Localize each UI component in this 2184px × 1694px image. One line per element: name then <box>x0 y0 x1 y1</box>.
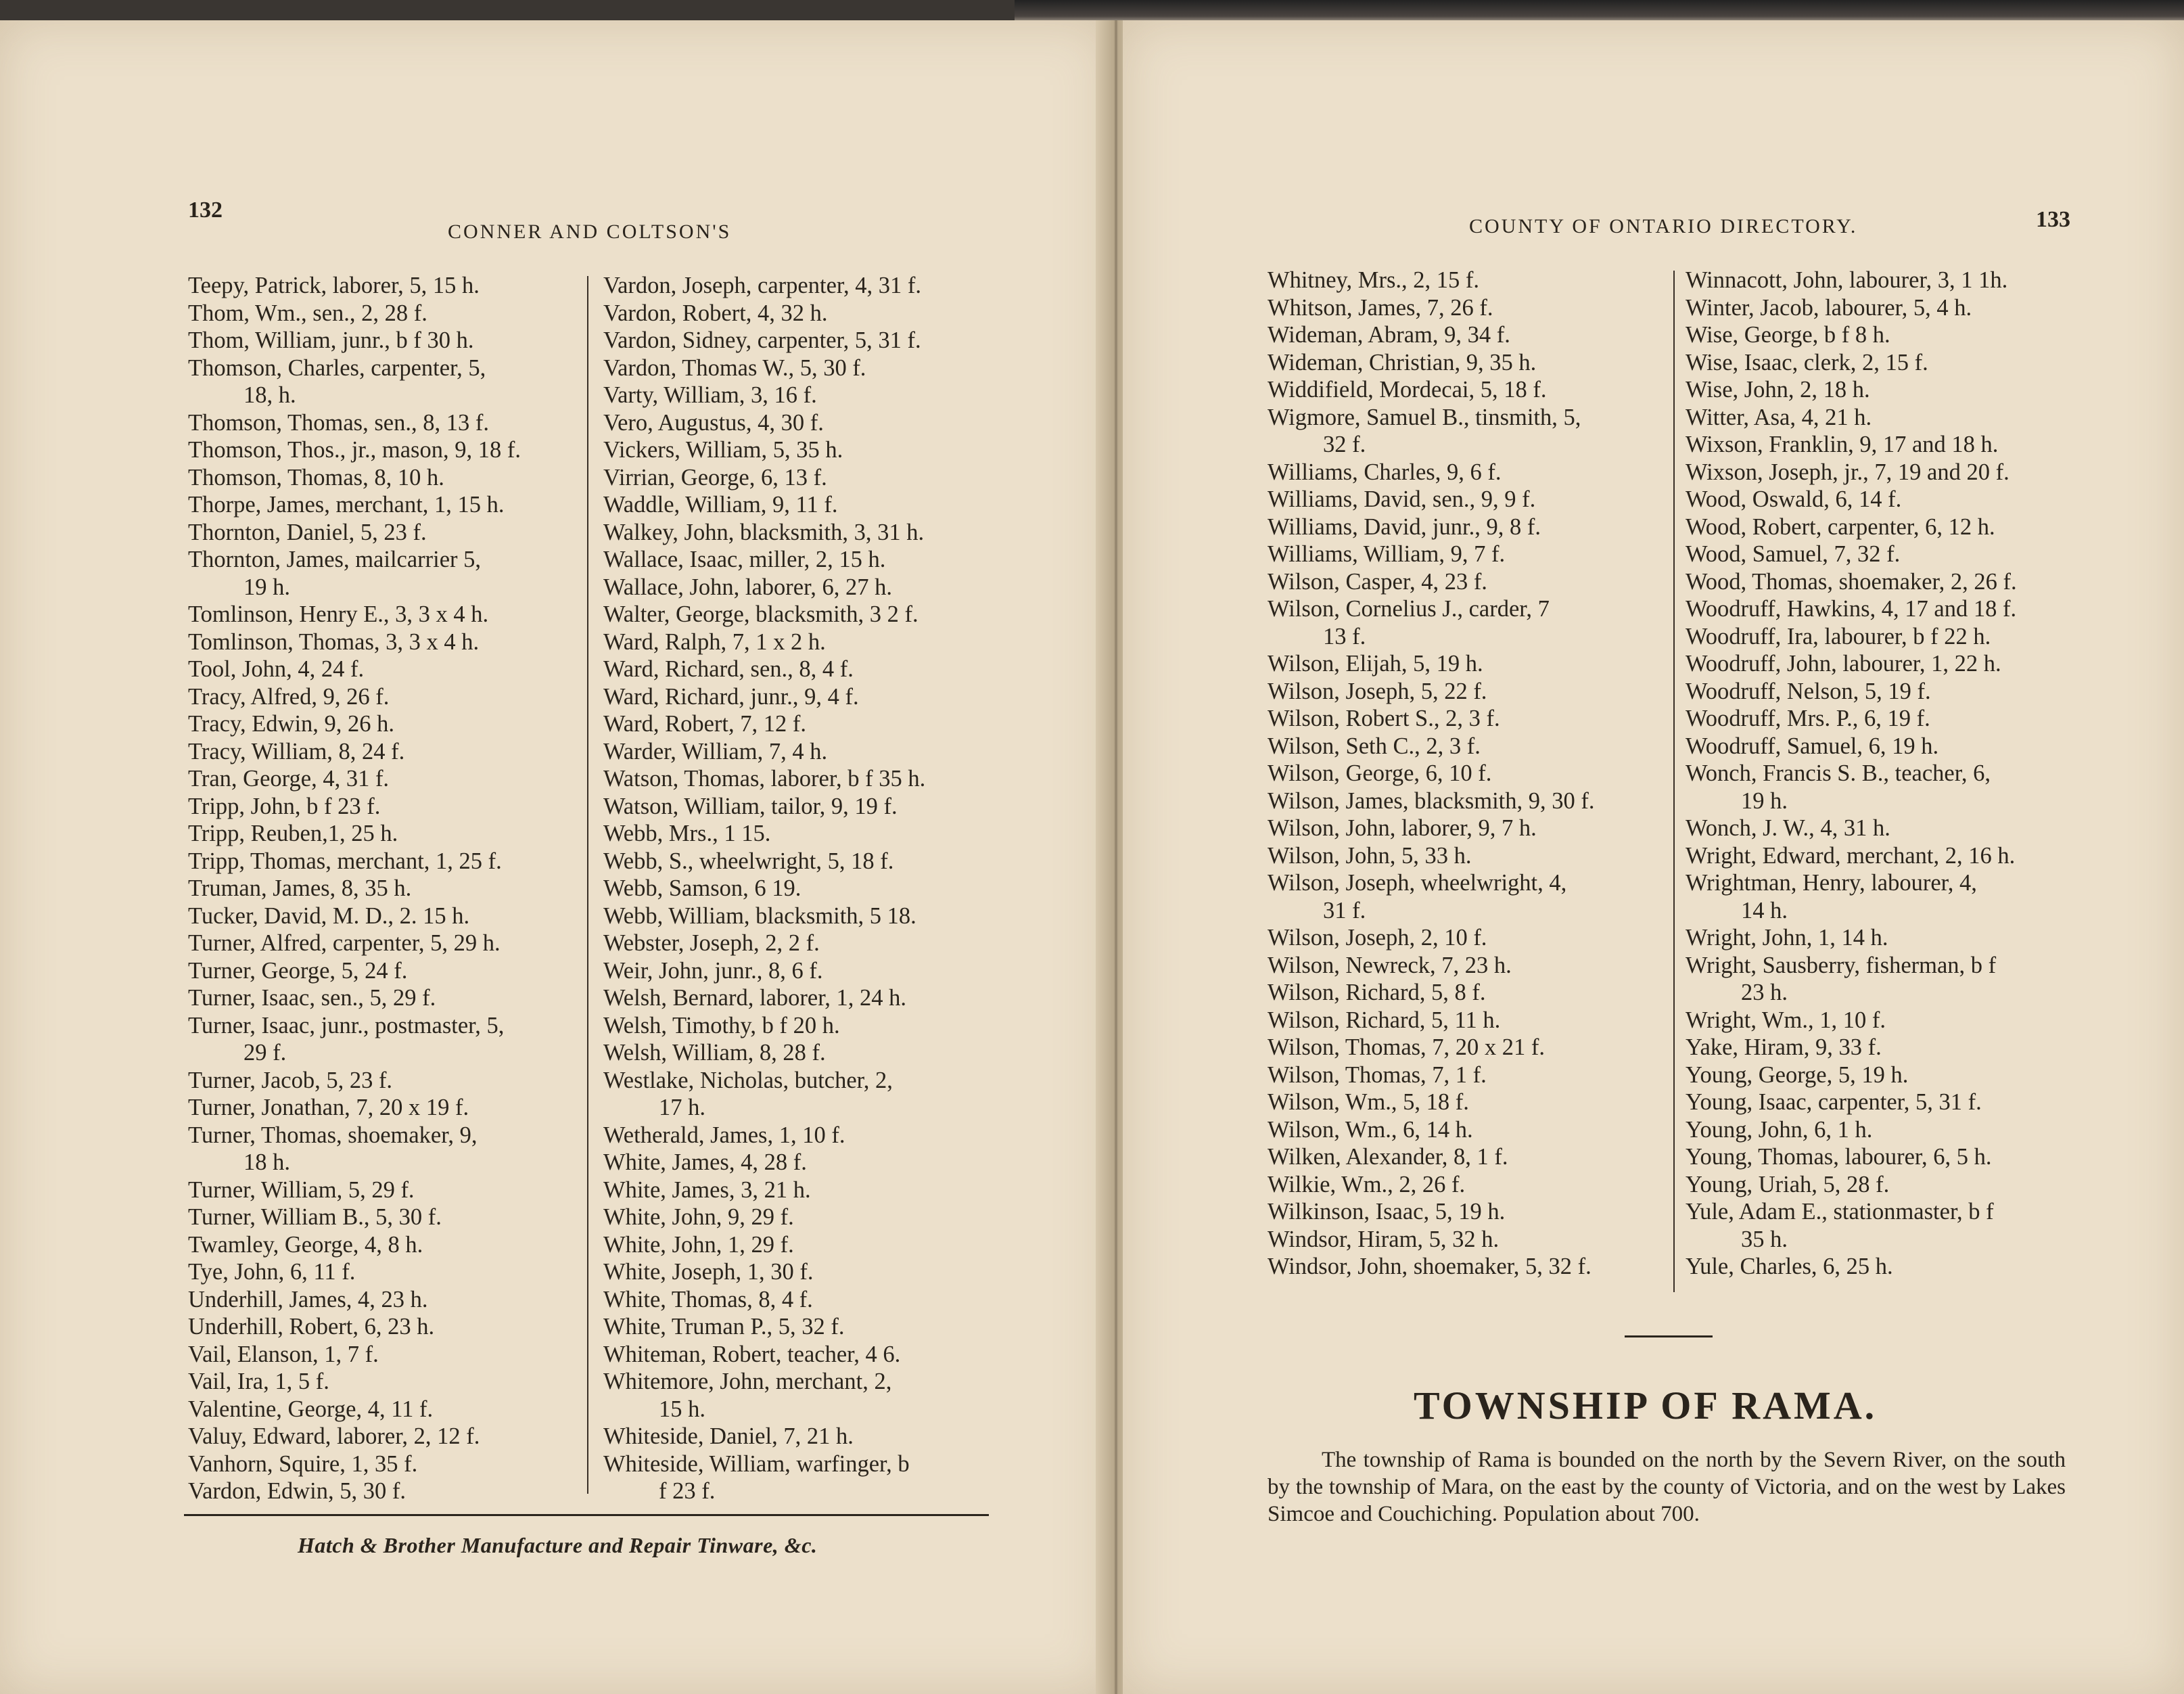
directory-entry: Tucker, David, M. D., 2. 15 h. <box>188 902 470 929</box>
left-page <box>0 20 1109 1694</box>
directory-entry: Wilson, Joseph, 5, 22 f. <box>1268 678 1487 704</box>
directory-entry: Wood, Samuel, 7, 32 f. <box>1686 541 1901 567</box>
entries-column-2 <box>603 272 925 1505</box>
directory-entry: Wilkinson, Isaac, 5, 19 h. <box>1268 1199 1506 1224</box>
directory-entry: Wilson, John, laborer, 9, 7 h. <box>1268 815 1537 841</box>
directory-entry: Wonch, Francis S. B., teacher, 6, <box>1686 760 1991 786</box>
directory-entry: Wilson, Seth C., 2, 3 f. <box>1268 733 1481 759</box>
directory-entry: Wallace, John, laborer, 6, 27 h. <box>603 574 892 600</box>
directory-entry: Tool, John, 4, 24 f. <box>188 656 365 682</box>
directory-entry: Thomson, Thomas, 8, 10 h. <box>188 464 444 490</box>
directory-entry: Wright, Wm., 1, 10 f. <box>1686 1007 1886 1033</box>
directory-entry: Williams, William, 9, 7 f. <box>1268 541 1506 567</box>
directory-entry: Williams, David, junr., 9, 8 f. <box>1268 513 1541 540</box>
directory-entry: Wixson, Joseph, jr., 7, 19 and 20 f. <box>1686 459 2009 485</box>
directory-entry: Wright, Sausberry, fisherman, b f <box>1686 952 1997 978</box>
directory-entry: Wilson, Robert S., 2, 3 f. <box>1268 706 1500 731</box>
directory-entry: Tripp, Thomas, merchant, 1, 25 f. <box>188 848 502 874</box>
directory-entry: Webster, Joseph, 2, 2 f. <box>603 930 820 956</box>
directory-entry: White, Joseph, 1, 30 f. <box>603 1259 814 1285</box>
directory-entry: Webb, Mrs., 1 15. <box>603 821 771 846</box>
directory-entry: Welsh, Bernard, laborer, 1, 24 h. <box>603 985 907 1011</box>
directory-entry: Tracy, Edwin, 9, 26 h. <box>188 711 395 737</box>
directory-entry: Ward, Richard, junr., 9, 4 f. <box>603 683 859 710</box>
directory-entry: Webb, S., wheelwright, 5, 18 f. <box>603 848 894 874</box>
entries-column-1 <box>188 272 521 1505</box>
directory-entry: Wood, Oswald, 6, 14 f. <box>1686 486 1902 512</box>
directory-entry: Wilson, Wm., 6, 14 h. <box>1268 1116 1473 1143</box>
directory-entry: Thornton, Daniel, 5, 23 f. <box>188 519 427 545</box>
section-title: TOWNSHIP OF RAMA. <box>1414 1383 1878 1427</box>
directory-entry: Ward, Ralph, 7, 1 x 2 h. <box>603 628 826 655</box>
directory-entry: Tracy, William, 8, 24 f. <box>188 738 405 764</box>
directory-entry: Whiteside, Daniel, 7, 21 h. <box>603 1423 854 1449</box>
directory-entry: Virrian, George, 6, 13 f. <box>603 464 827 490</box>
page-number: 132 <box>188 198 223 223</box>
directory-entry: Widdifield, Mordecai, 5, 18 f. <box>1268 377 1547 403</box>
directory-entry: Tripp, Reuben,1, 25 h. <box>188 821 398 846</box>
footer-rule <box>184 1514 989 1516</box>
directory-entry: Wilken, Alexander, 8, 1 f. <box>1268 1144 1508 1170</box>
directory-entry: Wise, John, 2, 18 h. <box>1686 377 1870 403</box>
directory-entry: Turner, Isaac, junr., postmaster, 5, <box>188 1012 505 1038</box>
directory-entry: Vardon, Robert, 4, 32 h. <box>603 300 828 326</box>
directory-entry: Wrightman, Henry, labourer, 4, <box>1686 870 1977 896</box>
directory-entry: Wilson, Joseph, 2, 10 f. <box>1268 925 1487 951</box>
directory-entry: 17 h. <box>659 1095 705 1120</box>
directory-entry: 15 h. <box>659 1396 705 1422</box>
directory-entry: Webb, William, blacksmith, 5 18. <box>603 902 916 929</box>
directory-entry: Wilkie, Wm., 2, 26 f. <box>1268 1171 1466 1197</box>
directory-entry: Watson, Thomas, laborer, b f 35 h. <box>603 766 926 792</box>
directory-entry: Truman, James, 8, 35 h. <box>188 875 412 901</box>
directory-entry: Weir, John, junr., 8, 6 f. <box>603 957 823 984</box>
directory-entry: Tomlinson, Henry E., 3, 3 x 4 h. <box>188 601 489 627</box>
directory-entry: Wallace, Isaac, miller, 2, 15 h. <box>603 547 886 572</box>
directory-entry: Wright, John, 1, 14 h. <box>1686 925 1888 951</box>
directory-entry: Wilson, Thomas, 7, 20 x 21 f. <box>1268 1034 1546 1060</box>
directory-entry: Young, Uriah, 5, 28 f. <box>1686 1171 1890 1197</box>
directory-entry: Vail, Ira, 1, 5 f. <box>188 1369 329 1394</box>
directory-entry: Twamley, George, 4, 8 h. <box>188 1231 423 1258</box>
directory-entry: Tran, George, 4, 31 f. <box>188 766 390 792</box>
directory-entry: Thom, William, junr., b f 30 h. <box>188 327 474 353</box>
directory-entry: Welsh, William, 8, 28 f. <box>603 1040 826 1066</box>
directory-entry: Walter, George, blacksmith, 3 2 f. <box>603 601 919 627</box>
directory-entry: Whitson, James, 7, 26 f. <box>1268 294 1493 321</box>
directory-entry: Welsh, Timothy, b f 20 h. <box>603 1012 840 1038</box>
directory-entry: 18, h. <box>243 382 296 408</box>
directory-entry: Underhill, James, 4, 23 h. <box>188 1286 428 1312</box>
directory-entry: Wilson, Richard, 5, 8 f. <box>1268 980 1486 1005</box>
running-head: COUNTY OF ONTARIO DIRECTORY. <box>1469 215 1858 237</box>
directory-entry: Ward, Robert, 7, 12 f. <box>603 711 806 737</box>
directory-entry: Windsor, John, shoemaker, 5, 32 f. <box>1268 1254 1591 1279</box>
directory-entry: 19 h. <box>1741 787 1788 814</box>
directory-entry: Ward, Richard, sen., 8, 4 f. <box>603 656 854 682</box>
directory-entry: Teepy, Patrick, laborer, 5, 15 h. <box>188 273 480 298</box>
directory-entry: Wilson, Elijah, 5, 19 h. <box>1268 651 1483 677</box>
directory-entry: Wigmore, Samuel B., tinsmith, 5, <box>1268 404 1581 430</box>
directory-entry: Woodruff, Hawkins, 4, 17 and 18 f. <box>1686 596 2017 622</box>
directory-entry: Winter, Jacob, labourer, 5, 4 h. <box>1686 294 1972 321</box>
directory-entry: Yule, Charles, 6, 25 h. <box>1686 1254 1893 1279</box>
entries-column-1 <box>1268 267 1594 1281</box>
directory-entry: Woodruff, Mrs. P., 6, 19 f. <box>1686 706 1930 731</box>
directory-entry: Wetherald, James, 1, 10 f. <box>603 1122 845 1148</box>
directory-entry: Waddle, William, 9, 11 f. <box>603 492 838 518</box>
directory-entry: Wilson, Casper, 4, 23 f. <box>1268 568 1487 595</box>
directory-entry: Watson, William, tailor, 9, 19 f. <box>603 793 898 819</box>
directory-entry: Turner, Thomas, shoemaker, 9, <box>188 1122 478 1148</box>
directory-entry: Walkey, John, blacksmith, 3, 31 h. <box>603 519 925 545</box>
directory-entry: Underhill, Robert, 6, 23 h. <box>188 1314 435 1340</box>
directory-entry: White, Thomas, 8, 4 f. <box>603 1286 813 1312</box>
directory-entry: White, Truman P., 5, 32 f. <box>603 1314 845 1340</box>
directory-entry: Whiteman, Robert, teacher, 4 6. <box>603 1341 901 1367</box>
directory-entry: Wonch, J. W., 4, 31 h. <box>1686 815 1890 841</box>
directory-entry: Varty, William, 3, 16 f. <box>603 382 817 408</box>
directory-entry: Webb, Samson, 6 19. <box>603 875 801 901</box>
column-rule <box>587 276 588 1494</box>
directory-entry: Whitney, Mrs., 2, 15 f. <box>1268 267 1480 293</box>
directory-entry: Vanhorn, Squire, 1, 35 f. <box>188 1450 418 1477</box>
directory-entry: Thom, Wm., sen., 2, 28 f. <box>188 300 427 326</box>
directory-entry: 32 f. <box>1323 432 1366 457</box>
directory-entry: Turner, William B., 5, 30 f. <box>188 1204 442 1230</box>
running-head: CONNER AND COLTSON'S <box>448 221 732 243</box>
directory-entry: Thomson, Charles, carpenter, 5, <box>188 354 486 381</box>
directory-entry: Wilson, Joseph, wheelwright, 4, <box>1268 870 1567 896</box>
directory-entry: Young, Isaac, carpenter, 5, 31 f. <box>1686 1089 1982 1115</box>
directory-entry: Turner, Isaac, sen., 5, 29 f. <box>188 985 436 1011</box>
directory-entry: 19 h. <box>243 574 290 600</box>
directory-entry: Wideman, Abram, 9, 34 f. <box>1268 322 1510 348</box>
directory-entry: Young, George, 5, 19 h. <box>1686 1061 1909 1088</box>
directory-entry: Wilson, Newreck, 7, 23 h. <box>1268 952 1512 978</box>
directory-entry: Wright, Edward, merchant, 2, 16 h. <box>1686 842 2016 869</box>
directory-entry: Wood, Thomas, shoemaker, 2, 26 f. <box>1686 568 2017 595</box>
directory-entry: Valuy, Edward, laborer, 2, 12 f. <box>188 1423 480 1449</box>
directory-entry: White, John, 9, 29 f. <box>603 1204 794 1230</box>
directory-entry: Williams, Charles, 9, 6 f. <box>1268 459 1502 485</box>
directory-entry: Wideman, Christian, 9, 35 h. <box>1268 349 1537 375</box>
directory-entry: Vardon, Sidney, carpenter, 5, 31 f. <box>603 327 921 353</box>
directory-entry: Wilson, Richard, 5, 11 h. <box>1268 1007 1501 1033</box>
directory-entry: Vardon, Joseph, carpenter, 4, 31 f. <box>603 273 921 298</box>
directory-entry: Turner, Jonathan, 7, 20 x 19 f. <box>188 1095 469 1120</box>
directory-entry: 18 h. <box>243 1149 290 1175</box>
directory-entry: Turner, George, 5, 24 f. <box>188 957 408 984</box>
directory-entry: Vickers, William, 5, 35 h. <box>603 437 843 463</box>
directory-entry: Witter, Asa, 4, 21 h. <box>1686 404 1872 430</box>
directory-entry: Vardon, Edwin, 5, 30 f. <box>188 1478 406 1504</box>
directory-entry: 13 f. <box>1323 623 1366 649</box>
directory-entry: Woodruff, Samuel, 6, 19 h. <box>1686 733 1939 759</box>
directory-entry: Wixson, Franklin, 9, 17 and 18 h. <box>1686 432 1999 457</box>
directory-entry: f 23 f. <box>659 1478 716 1504</box>
directory-entry: Tripp, John, b f 23 f. <box>188 793 381 819</box>
directory-entry: Windsor, Hiram, 5, 32 h. <box>1268 1226 1500 1252</box>
directory-entry: Woodruff, John, labourer, 1, 22 h. <box>1686 651 2001 677</box>
page-number: 133 <box>2036 207 2070 232</box>
directory-entry: Young, Thomas, labourer, 6, 5 h. <box>1686 1144 1992 1170</box>
directory-entry: 14 h. <box>1741 897 1788 923</box>
directory-entry: Wilson, James, blacksmith, 9, 30 f. <box>1268 787 1595 814</box>
directory-entry: Wilson, Thomas, 7, 1 f. <box>1268 1061 1487 1088</box>
right-page <box>1123 20 2184 1694</box>
directory-entry: Warder, William, 7, 4 h. <box>603 738 828 764</box>
directory-entry: Vero, Augustus, 4, 30 f. <box>603 409 824 436</box>
directory-entry: Vardon, Thomas W., 5, 30 f. <box>603 354 866 381</box>
directory-entry: Wood, Robert, carpenter, 6, 12 h. <box>1686 513 1995 540</box>
directory-entry: Wise, George, b f 8 h. <box>1686 322 1890 348</box>
footer-advert: Hatch & Brother Manufacture and Repair Tinware, &c. <box>298 1533 818 1557</box>
directory-entry: Turner, Jacob, 5, 23 f. <box>188 1067 393 1093</box>
directory-entry: Turner, Alfred, carpenter, 5, 29 h. <box>188 930 501 956</box>
directory-entry: Wilson, George, 6, 10 f. <box>1268 760 1492 786</box>
directory-entry: Wilson, John, 5, 33 h. <box>1268 842 1472 869</box>
directory-entry: White, John, 1, 29 f. <box>603 1231 794 1258</box>
directory-entry: 29 f. <box>243 1040 287 1066</box>
directory-entry: Woodruff, Nelson, 5, 19 f. <box>1686 678 1931 704</box>
directory-entry: Winnacott, John, labourer, 3, 1 1h. <box>1686 267 2008 293</box>
directory-entry: Yake, Hiram, 9, 33 f. <box>1686 1034 1882 1060</box>
directory-entry: Valentine, George, 4, 11 f. <box>188 1396 434 1422</box>
directory-entry: Tomlinson, Thomas, 3, 3 x 4 h. <box>188 628 480 655</box>
directory-entry: 23 h. <box>1741 980 1788 1005</box>
directory-entry: Whiteside, William, warfinger, b <box>603 1450 910 1477</box>
directory-entry: Westlake, Nicholas, butcher, 2, <box>603 1067 893 1093</box>
column-rule <box>1673 271 1675 1292</box>
directory-entry: Woodruff, Ira, labourer, b f 22 h. <box>1686 623 1991 649</box>
directory-entry: Thorpe, James, merchant, 1, 15 h. <box>188 492 505 518</box>
directory-entry: Wilson, Wm., 5, 18 f. <box>1268 1089 1469 1115</box>
directory-entry: Turner, William, 5, 29 f. <box>188 1176 415 1203</box>
directory-entry: 31 f. <box>1323 897 1366 923</box>
directory-entry: Wise, Isaac, clerk, 2, 15 f. <box>1686 349 1928 375</box>
directory-entry: Wilson, Cornelius J., carder, 7 <box>1268 596 1550 622</box>
directory-entry: Tracy, Alfred, 9, 26 f. <box>188 683 390 710</box>
directory-entry: Thomson, Thos., jr., mason, 9, 18 f. <box>188 437 521 463</box>
directory-entry: Young, John, 6, 1 h. <box>1686 1116 1873 1143</box>
directory-entry: Thornton, James, mailcarrier 5, <box>188 547 482 572</box>
section-rule <box>1625 1335 1713 1337</box>
directory-entry: Tye, John, 6, 11 f. <box>188 1259 356 1285</box>
directory-entry: Williams, David, sen., 9, 9 f. <box>1268 486 1536 512</box>
section-text: The township of Rama is bounded on the north by the Severn River, on the south by the township of Mara, on the east by the county of Victoria, and on the west by Lakes Simcoe and Couchiching. Population about 700. <box>1268 1448 2066 1526</box>
entries-column-2 <box>1686 267 2017 1281</box>
directory-entry: Whitemore, John, merchant, 2, <box>603 1369 892 1394</box>
directory-entry: Yule, Adam E., stationmaster, b f <box>1686 1199 1994 1224</box>
directory-entry: Thomson, Thomas, sen., 8, 13 f. <box>188 409 489 436</box>
directory-entry: 35 h. <box>1741 1226 1788 1252</box>
directory-entry: White, James, 3, 21 h. <box>603 1176 811 1203</box>
directory-entry: White, James, 4, 28 f. <box>603 1149 807 1175</box>
directory-entry: Vail, Elanson, 1, 7 f. <box>188 1341 379 1367</box>
